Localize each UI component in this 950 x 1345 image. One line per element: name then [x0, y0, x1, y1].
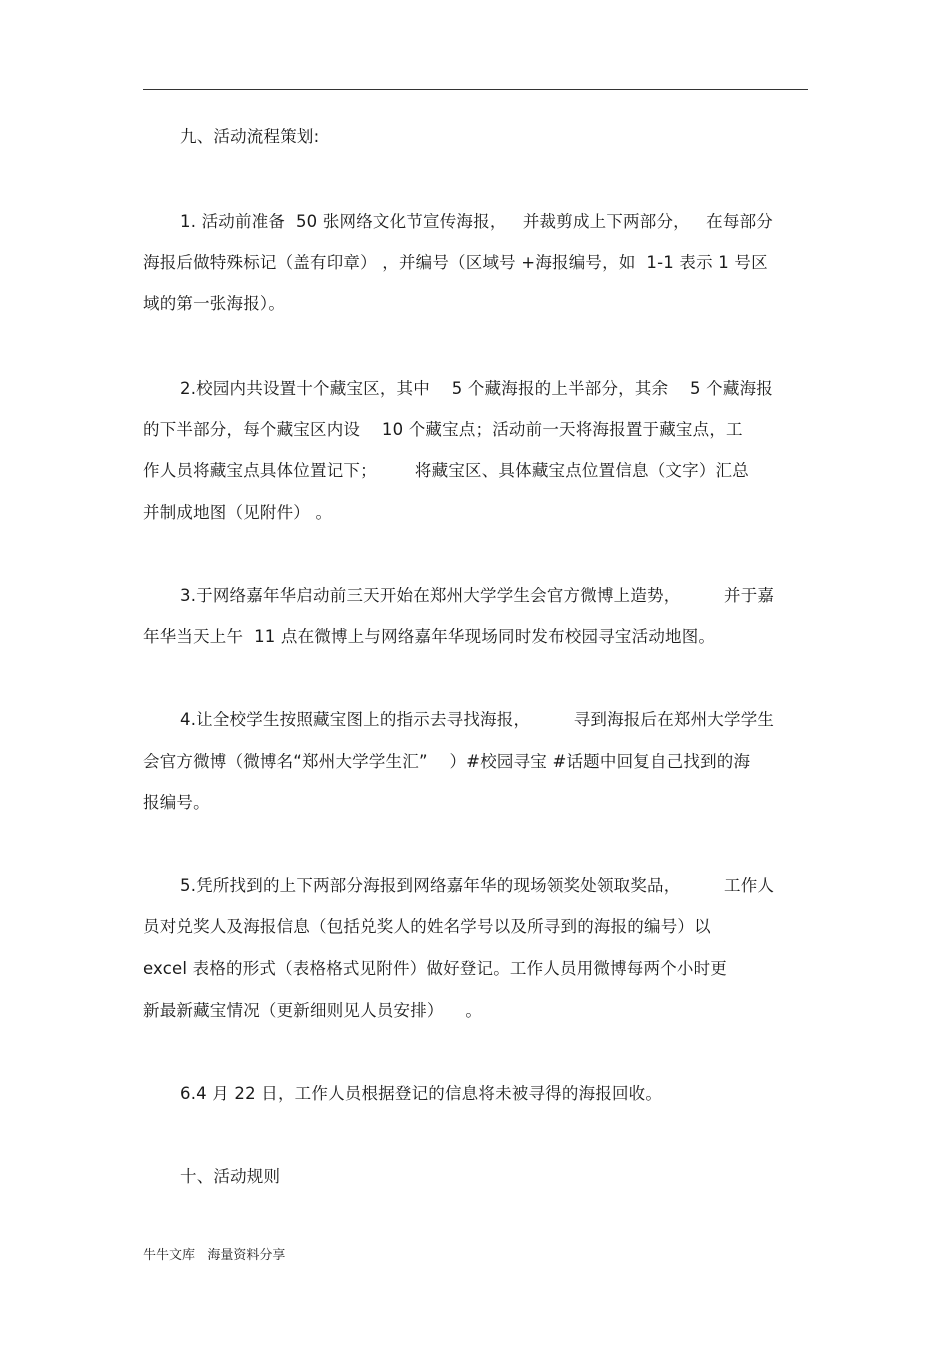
item-5-line-2: 员对兑奖人及海报信息（包括兑奖人的姓名学号以及所寻到的海报的编号）以	[143, 917, 711, 936]
item-4-line-2: 会官方微博（微博名“郑州大学学生汇” ）#校园寻宝 #话题中回复自己找到的海	[143, 752, 751, 771]
item-2-line-2: 的下半部分，每个藏宝区内设 10 个藏宝点；活动前一天将海报置于藏宝点，工	[143, 420, 743, 439]
top-divider	[143, 89, 808, 90]
item-4-line-1: 4.让全校学生按照藏宝图上的指示去寻找海报， 寻到海报后在郑州大学学生	[180, 710, 775, 729]
item-2-line-4: 并制成地图（见附件） 。	[143, 503, 333, 522]
item-3-line-1: 3.于网络嘉年华启动前三天开始在郑州大学学生会官方微博上造势， 并于嘉	[180, 586, 775, 605]
footer-text: 牛牛文库 海量资料分享	[143, 1248, 286, 1263]
item-4-line-3: 报编号。	[143, 793, 210, 812]
item-3-line-2: 年华当天上午 11 点在微博上与网络嘉年华现场同时发布校园寻宝活动地图。	[143, 627, 716, 646]
item-2-line-3: 作人员将藏宝点具体位置记下； 将藏宝区、具体藏宝点位置信息（文字）汇总	[143, 461, 749, 480]
item-6-line-1: 6.4 月 22 日，工作人员根据登记的信息将未被寻得的海报回收。	[180, 1084, 663, 1103]
section-10-heading: 十、活动规则	[180, 1167, 281, 1186]
item-5-line-1: 5.凭所找到的上下两部分海报到网络嘉年华的现场领奖处领取奖品， 工作人	[180, 876, 775, 895]
item-5-line-3: excel 表格的形式（表格格式见附件）做好登记。工作人员用微博每两个小时更	[143, 959, 727, 978]
item-5-line-4: 新最新藏宝情况（更新细则见人员安排） 。	[143, 1001, 483, 1020]
section-9-heading: 九、活动流程策划:	[180, 127, 320, 146]
item-1-line-2: 海报后做特殊标记（盖有印章） ，并编号（区域号 +海报编号，如 1-1 表示 1 号区	[143, 253, 768, 272]
item-2-line-1: 2.校园内共设置十个藏宝区，其中 5 个藏海报的上半部分，其余 5 个藏海报	[180, 379, 773, 398]
item-1-line-1: 1. 活动前准备 50 张网络文化节宣传海报， 并裁剪成上下两部分， 在每部分	[180, 212, 773, 231]
item-1-line-3: 域的第一张海报）。	[143, 294, 286, 313]
